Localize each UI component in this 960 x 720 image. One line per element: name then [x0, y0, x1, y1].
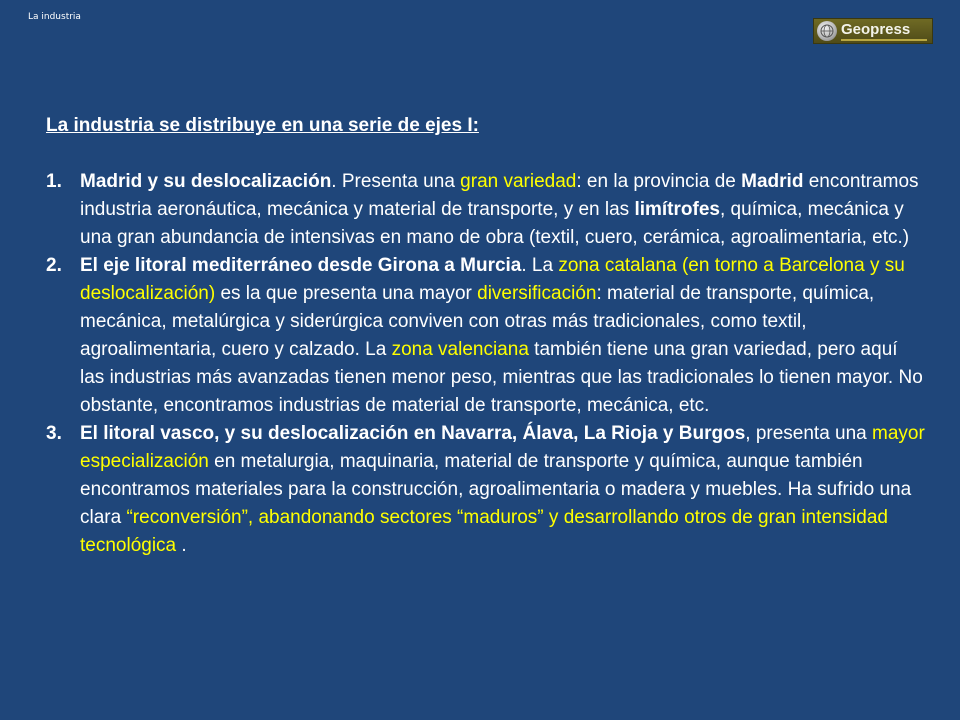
item-text-segment: encontramos industria aeronáutica, mecánica y material de transporte, y en las — [80, 171, 919, 220]
list-item — [46, 168, 926, 252]
item-text-segment: Madrid y su deslocalización — [80, 171, 332, 192]
item-text-segment: en metalurgia, maquinaria, material de transporte y química, aunque también encontramos materiales para la construcción, agroalimentaria o madera y muebles. Ha sufrido una clara — [80, 451, 912, 528]
item-text-segment: diversificación — [477, 283, 597, 304]
list-item — [46, 252, 926, 420]
item-text-segment: es la que presenta una mayor — [215, 283, 478, 304]
item-text-segment: : material de transporte, química, mecánica, metalúrgica y siderúrgica conviven con otras más tradicionales, como textil, agroalimentaria, cuero y calzado. La — [80, 283, 875, 360]
item-text-segment: . La — [521, 255, 559, 276]
logo-text: Geopress — [841, 20, 911, 38]
slide-heading: La industria se distribuye en una serie de ejes I: — [46, 115, 479, 136]
item-number: 2. — [46, 255, 62, 276]
item-text-segment: . Presenta una — [331, 171, 461, 192]
item-text-segment: , química, mecánica y una gran abundancia de intensivas en mano de obra (textil, cuero, cerámica, agroalimentaria, etc.) — [80, 199, 910, 248]
item-text-segment: mayor especialización — [80, 423, 925, 472]
item-text-segment: : en la provincia de — [576, 171, 742, 192]
item-text-segment: El litoral vasco, y su deslocalización en Navarra, Álava, La Rioja y Burgos — [80, 423, 746, 444]
slide-label: La industria — [28, 12, 81, 22]
item-text-segment: zona catalana (en torno a Barcelona y su deslocalización) — [80, 255, 905, 304]
item-number: 1. — [46, 171, 62, 192]
axes-list — [46, 168, 926, 560]
item-text-segment: limítrofes — [634, 199, 720, 220]
item-text-segment: Madrid — [741, 171, 804, 192]
item-text-segment: zona valenciana — [391, 339, 529, 360]
item-text-segment: El eje litoral mediterráneo desde Girona a Murcia — [80, 255, 522, 276]
logo-strip — [841, 39, 927, 41]
item-text-segment: , presenta una — [745, 423, 873, 444]
item-text-segment: también tiene una gran variedad, pero aquí las industrias más avanzadas tienen menor peso, mientras que las tradicionales lo tienen mayor. No obstante, encontramos industrias de material de transporte, mecánica, etc. — [80, 339, 923, 416]
item-text-segment: “reconversión”, abandonando sectores “maduros” y desarrollando otros de gran intensidad tecnológica — [80, 507, 888, 556]
globe-icon — [817, 21, 837, 41]
list-item — [46, 420, 926, 560]
item-text-segment: gran variedad — [460, 171, 577, 192]
geopress-logo — [813, 18, 933, 44]
item-number: 3. — [46, 423, 62, 444]
slide-content — [46, 112, 926, 560]
item-text-segment: . — [176, 535, 187, 556]
